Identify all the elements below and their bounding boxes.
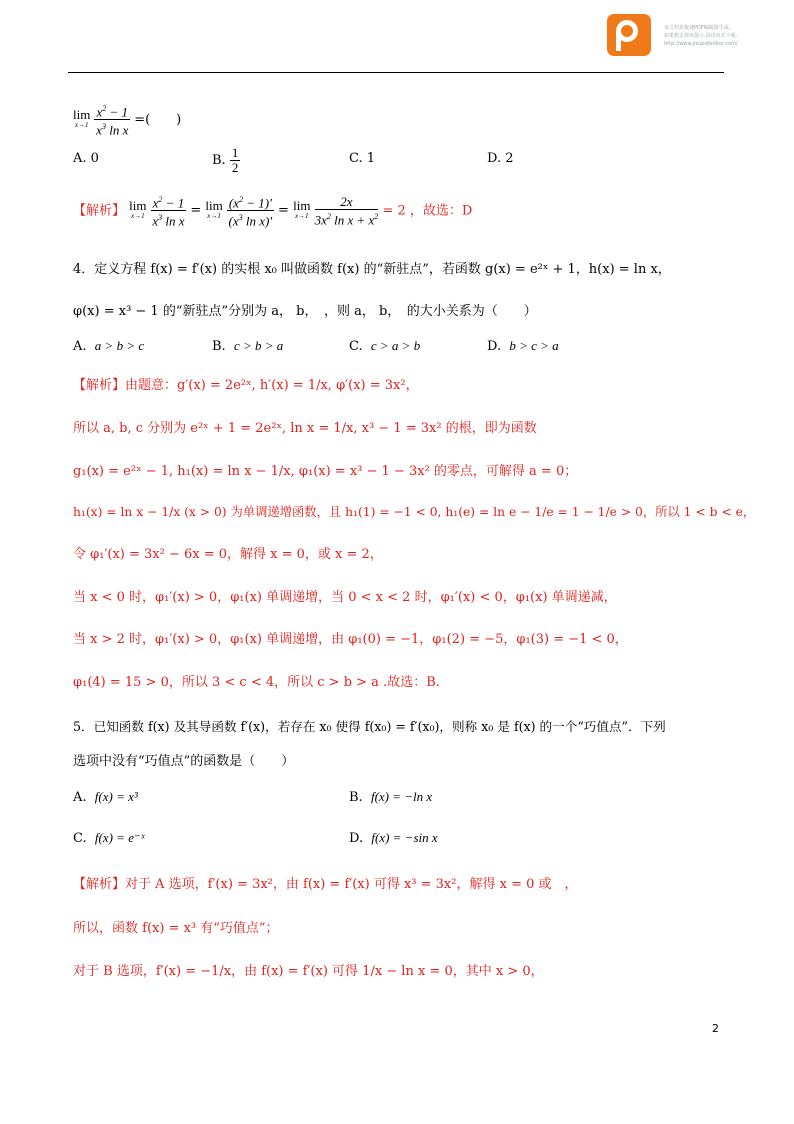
pdf-editor-logo xyxy=(607,14,651,56)
analysis-tag: 【解析】 xyxy=(73,203,126,219)
q3-option-d: D. 2 xyxy=(487,151,514,166)
q4-stem-line1: 4．定义方程 f(x) = f′(x) 的实根 x₀ 叫做函数 f(x) 的“新驻点”，若函数 g(x) = e²ˣ + 1，h(x) = ln x， xyxy=(73,262,671,277)
q4-analysis-line8: φ₁(4) = 15 > 0，所以 3 < c < 4，所以 c > b > a .故选：B. xyxy=(73,675,440,690)
q5-option-a: A. f(x) = x³ xyxy=(73,789,138,805)
q3-option-b: B. $\frac{1}{2}$ xyxy=(212,145,239,175)
q4-analysis-line4: h₁(x) = ln x − 1/x (x > 0) 为单调递增函数，且 h₁(1) = −1 < 0, h₁(e) = ln e − 1/e = 1 − 1/e > 0，所以 1 < b < e， xyxy=(73,505,756,519)
q5-stem-line2: 选项中没有“巧值点”的函数是（ ） xyxy=(73,754,295,769)
q3-analysis-result: = 2 ，故选：D xyxy=(382,203,473,219)
header-rule xyxy=(68,72,724,73)
q5-analysis-line2: 所以，函数 f(x) = x³ 有“巧值点”； xyxy=(73,921,279,936)
q4-analysis-line6: 当 x < 0 时，φ₁′(x) > 0，φ₁(x) 单调递增，当 0 < x < 2 时，φ₁′(x) < 0，φ₁(x) 单调递减， xyxy=(73,590,617,605)
q4-analysis-line7: 当 x > 2 时，φ₁′(x) > 0，φ₁(x) 单调递增，由 φ₁(0) = −1，φ₁(2) = −5，φ₁(3) = −1 < 0， xyxy=(73,632,628,647)
q3-option-a: A. 0 xyxy=(73,151,99,166)
q5-option-d: D. f(x) = −sin x xyxy=(349,830,438,846)
q4-analysis-line5: 令 φ₁′(x) = 3x² − 6x = 0，解得 x = 0，或 x = 2， xyxy=(73,547,383,562)
q5-analysis-line1: 【解析】对于 A 选项，f′(x) = 3x²，由 f(x) = f′(x) 可得 x³ = 3x²，解得 x = 0 或 ， xyxy=(73,877,578,892)
q4-analysis-line3: g₁(x) = e²ˣ − 1, h₁(x) = ln x − 1/x, φ₁(x) = x³ − 1 − 3x² 的零点，可解得 a = 0； xyxy=(73,464,578,479)
q5-option-c: C. f(x) = e⁻ˣ xyxy=(73,830,145,846)
watermark-text: 该文档是极速PDF编辑器生成, 如果想去掉该提示,请访问并下载: http://www.jisupdfeditor.com/ xyxy=(664,25,738,47)
q3-fraction: $\frac{x^2 - 1}{x^3 \ln x}$ xyxy=(96,104,129,138)
q4-option-a: A. a > b > c xyxy=(73,338,145,354)
q4-option-b: B. c > b > a xyxy=(212,338,284,354)
q4-analysis-line2: 所以 a, b, c 分别为 e²ˣ + 1 = 2e²ˣ, ln x = 1/x, x³ − 1 = 3x² 的根，即为函数 xyxy=(73,421,537,436)
q3-stem xyxy=(73,102,181,138)
q5-analysis-line3: 对于 B 选项，f′(x) = −1/x，由 f(x) = f′(x) 可得 1/x − ln x = 0，其中 x > 0， xyxy=(73,964,544,979)
q4-option-c: C. c > a > b xyxy=(349,338,421,354)
q3-stem-tail: =( ) xyxy=(134,112,182,128)
logo-p-stem-icon xyxy=(616,31,621,51)
q3-option-c: C. 1 xyxy=(349,151,376,166)
q5-option-b: B. f(x) = −ln x xyxy=(349,789,433,805)
limit-operator: lim x→1 xyxy=(73,106,91,129)
q4-option-d: D. b > c > a xyxy=(487,338,559,354)
q4-stem-line2: φ(x) = x³ − 1 的“新驻点”分别为 a， b， ，则 a， b， 的大小关系为（ ） xyxy=(73,304,537,319)
q5-stem-line1: 5．已知函数 f(x) 及其导函数 f′(x)，若存在 x₀ 使得 f(x₀) = f′(x₀)，则称 x₀ 是 f(x) 的一个“巧值点”．下列 xyxy=(73,719,666,734)
q3-analysis: 【解析】 lim x→1 $\frac{x^2 - 1}{x^3 \ln x}$ = lim x→1 $\frac{(x^2 - 1)'}{(x^3 \ln x)'}$ = lim x→1 $\frac{2x}{3x^2 \ln x + x^2}$ = 2 ，故选：D xyxy=(73,193,473,229)
page-number: 2 xyxy=(712,1022,719,1035)
q4-analysis-line1: 【解析】由题意：g′(x) = 2e²ˣ, h′(x) = 1/x, φ′(x) = 3x²， xyxy=(73,378,419,393)
